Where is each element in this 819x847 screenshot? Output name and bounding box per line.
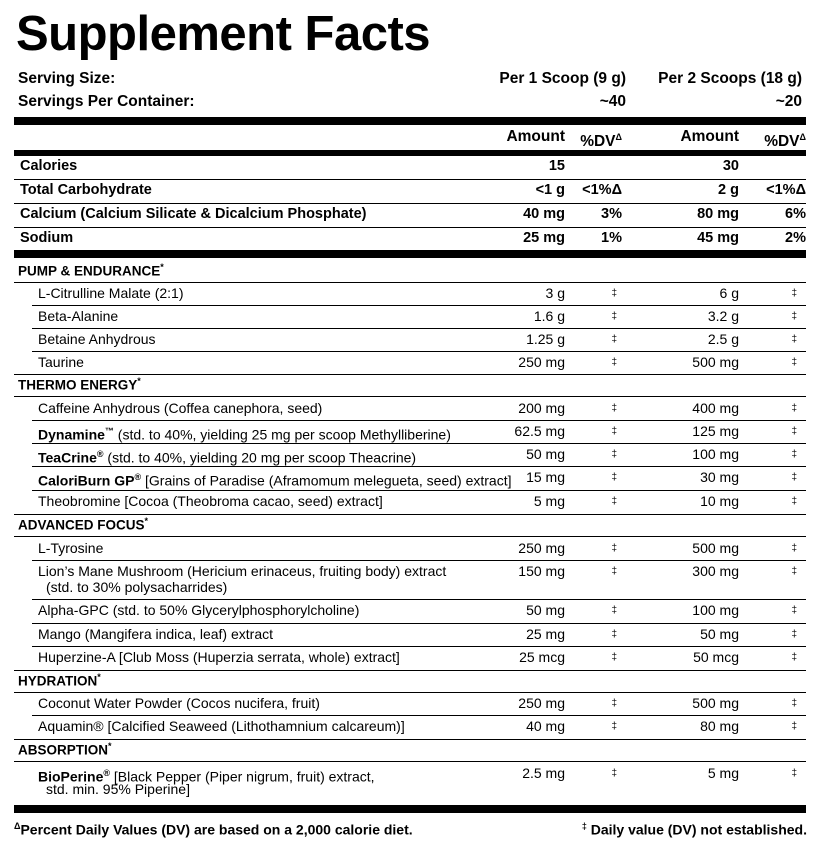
ingredient-description: (std. to 40%, yielding 25 mg per scoop Methylliberine) bbox=[113, 426, 451, 443]
ingredient-description: [Grains of Paradise (Aframomum melegueta, seed) extract] bbox=[141, 472, 512, 489]
item-divider bbox=[32, 490, 806, 491]
thick-divider-top bbox=[14, 117, 806, 125]
item-divider bbox=[32, 351, 806, 352]
ingredient-brand-mark: ® bbox=[103, 768, 110, 778]
ingredient-name bbox=[38, 354, 84, 371]
ingredient-description: Betaine Anhydrous bbox=[38, 331, 156, 347]
ingredient-name bbox=[38, 493, 383, 510]
dagger-col2: ‡ bbox=[791, 311, 797, 322]
dagger-col1: ‡ bbox=[611, 357, 617, 368]
dagger-col1: ‡ bbox=[611, 426, 617, 437]
nutrient-amount-col2: 30 bbox=[722, 158, 739, 174]
item-divider bbox=[32, 328, 806, 329]
serving-size-col1: Per 1 Scoop (9 g) bbox=[499, 70, 626, 87]
dagger-col2: ‡ bbox=[791, 496, 797, 507]
ingredient-description: Huperzine-A [Club Moss (Huperzia serrata, whole) extract] bbox=[38, 649, 400, 665]
ingredient-amount-col2: 300 mg bbox=[692, 563, 739, 579]
section-title-text: HYDRATION bbox=[18, 673, 98, 689]
dagger-col1: ‡ bbox=[611, 311, 617, 322]
dagger-col1: ‡ bbox=[611, 721, 617, 732]
dagger-col1: ‡ bbox=[611, 288, 617, 299]
ingredient-description-line2: (std. to 30% polysacharrides) bbox=[46, 579, 228, 595]
amount-header-col1: Amount bbox=[506, 128, 565, 145]
nutrient-amount-col1: 15 bbox=[548, 158, 565, 174]
ingredient-name bbox=[38, 469, 511, 490]
nutrient-dv-col2: <1%Δ bbox=[766, 182, 806, 198]
ingredient-description: Theobromine [Cocoa (Theobroma cacao, seed) extract] bbox=[38, 493, 383, 509]
section-title bbox=[18, 516, 148, 533]
ingredient-brand-mark: ® bbox=[96, 449, 104, 459]
dagger-col2: ‡ bbox=[791, 334, 797, 345]
ingredient-description: (std. to 40%, yielding 20 mg per scoop Theacrine) bbox=[103, 449, 417, 466]
serving-size-label: Serving Size: bbox=[18, 70, 116, 87]
section-title bbox=[18, 262, 164, 279]
dagger-col2: ‡ bbox=[791, 288, 797, 299]
nutrient-amount-col2: 80 mg bbox=[697, 206, 739, 222]
ingredient-amount-col2: 3.2 g bbox=[707, 308, 739, 324]
section-title-mark: * bbox=[160, 262, 164, 272]
ingredient-description: Beta-Alanine bbox=[38, 308, 119, 324]
dagger-col2: ‡ bbox=[791, 472, 797, 483]
dagger-col1: ‡ bbox=[611, 768, 617, 779]
nutrient-name: Calories bbox=[20, 158, 78, 174]
dagger-col2: ‡ bbox=[791, 426, 797, 437]
section-title-mark: * bbox=[97, 672, 101, 682]
section-divider bbox=[14, 396, 806, 397]
ingredient-name bbox=[38, 446, 416, 467]
dagger-col2: ‡ bbox=[791, 357, 797, 368]
item-divider bbox=[32, 420, 806, 421]
ingredient-name bbox=[38, 626, 273, 643]
dagger-col2: ‡ bbox=[791, 629, 797, 640]
section-title-text: PUMP & ENDURANCE bbox=[18, 263, 161, 279]
ingredient-amount-col1: 250 mg bbox=[518, 540, 565, 556]
nutrient-name: Total Carbohydrate bbox=[20, 182, 152, 198]
servings-col1: ~40 bbox=[599, 93, 626, 110]
panel-title: Supplement Facts bbox=[16, 7, 431, 61]
ingredient-amount-col1: 1.25 g bbox=[526, 331, 565, 347]
ingredient-brand: Dynamine bbox=[38, 426, 105, 443]
dagger-col1: ‡ bbox=[611, 472, 617, 483]
ingredient-amount-col1: 1.6 g bbox=[533, 308, 565, 324]
ingredient-description: L-Citrulline Malate (2:1) bbox=[38, 285, 184, 301]
ingredient-name bbox=[38, 602, 359, 619]
ingredient-amount-col1: 50 mg bbox=[526, 602, 565, 618]
section-title-text: ADVANCED FOCUS bbox=[18, 517, 145, 533]
nutrient-dv-col1: 1% bbox=[601, 230, 622, 246]
dagger-col2: ‡ bbox=[791, 543, 797, 554]
item-divider bbox=[32, 599, 806, 600]
ingredient-amount-col2: 50 mcg bbox=[693, 649, 739, 665]
section-title-text: THERMO ENERGY bbox=[18, 377, 138, 393]
dagger-col1: ‡ bbox=[611, 449, 617, 460]
ingredient-amount-col2: 500 mg bbox=[692, 354, 739, 370]
ingredient-amount-col1: 62.5 mg bbox=[514, 423, 565, 439]
ingredient-name bbox=[38, 285, 184, 302]
nutrient-dv-col1: <1%Δ bbox=[582, 182, 622, 198]
item-divider bbox=[32, 646, 806, 647]
ingredient-amount-col2: 6 g bbox=[719, 285, 739, 301]
dagger-col2: ‡ bbox=[791, 566, 797, 577]
servings-col2: ~20 bbox=[775, 93, 802, 110]
dagger-col1: ‡ bbox=[611, 403, 617, 414]
ingredient-brand-mark: ™ bbox=[104, 426, 114, 436]
ingredient-brand: TeaCrine bbox=[38, 449, 97, 466]
ingredient-brand-mark: ® bbox=[134, 472, 142, 482]
ingredient-amount-col1: 250 mg bbox=[518, 695, 565, 711]
dagger-col1: ‡ bbox=[611, 629, 617, 640]
item-divider bbox=[32, 443, 806, 444]
section-title bbox=[18, 741, 112, 758]
ingredient-amount-col2: 100 mg bbox=[692, 602, 739, 618]
item-divider bbox=[32, 715, 806, 716]
footer-dv-note: $^\Delta$Percent Daily Values (DV) are based on a 2,000 calorie diet. bbox=[14, 821, 413, 838]
ingredient-brand: BioPerine bbox=[38, 768, 104, 785]
nutrient-amount-col1: <1 g bbox=[535, 182, 565, 198]
section-title-mark: * bbox=[108, 741, 112, 751]
ingredient-amount-col1: 3 g bbox=[545, 285, 565, 301]
dagger-col1: ‡ bbox=[611, 566, 617, 577]
ingredient-description-line2: std. min. 95% Piperine] bbox=[46, 781, 190, 797]
ingredient-amount-col2: 10 mg bbox=[700, 493, 739, 509]
thick-divider-header bbox=[14, 150, 806, 156]
ingredient-description: [Black Pepper (Piper nigrum, fruit) extract, bbox=[110, 768, 375, 785]
nutrient-name: Calcium (Calcium Silicate & Dicalcium Phosphate) bbox=[20, 206, 367, 222]
ingredient-description: Caffeine Anhydrous (Coffea canephora, seed) bbox=[38, 400, 323, 416]
ingredient-amount-col1: 50 mg bbox=[526, 446, 565, 462]
dagger-col2: ‡ bbox=[791, 605, 797, 616]
dagger-col2: ‡ bbox=[791, 449, 797, 460]
nutrient-amount-col1: 40 mg bbox=[523, 206, 565, 222]
ingredient-name bbox=[38, 423, 451, 444]
ingredient-amount-col1: 150 mg bbox=[518, 563, 565, 579]
ingredient-name bbox=[38, 400, 322, 417]
section-divider bbox=[14, 282, 806, 283]
ingredient-amount-col2: 5 mg bbox=[707, 765, 739, 781]
section-end-divider bbox=[14, 514, 806, 515]
dagger-col2: ‡ bbox=[791, 403, 797, 414]
ingredient-amount-col2: 400 mg bbox=[692, 400, 739, 416]
ingredient-description: Coconut Water Powder (Cocos nucifera, fruit) bbox=[38, 695, 320, 711]
ingredient-name bbox=[38, 649, 400, 666]
ingredient-amount-col1: 250 mg bbox=[518, 354, 565, 370]
ingredient-amount-col1: 40 mg bbox=[526, 718, 565, 734]
nutrient-dv-col2: 2% bbox=[785, 230, 806, 246]
ingredient-amount-col2: 500 mg bbox=[692, 540, 739, 556]
ingredient-amount-col1: 15 mg bbox=[526, 469, 565, 485]
section-title-mark: * bbox=[144, 516, 149, 526]
nutrient-amount-col2: 45 mg bbox=[697, 230, 739, 246]
ingredient-name bbox=[38, 718, 405, 735]
item-divider bbox=[32, 305, 806, 306]
section-divider bbox=[14, 761, 806, 762]
ingredient-description: Taurine bbox=[38, 354, 84, 370]
section-title bbox=[18, 376, 141, 393]
dagger-col1: ‡ bbox=[611, 652, 617, 663]
amount-header-col2: Amount bbox=[680, 128, 739, 145]
dagger-col1: ‡ bbox=[611, 605, 617, 616]
ingredient-name bbox=[38, 540, 103, 557]
row-divider bbox=[14, 203, 806, 204]
ingredient-amount-col1: 2.5 mg bbox=[522, 765, 565, 781]
serving-size-col2: Per 2 Scoops (18 g) bbox=[658, 70, 802, 87]
row-divider bbox=[14, 227, 806, 228]
ingredient-amount-col2: 100 mg bbox=[692, 446, 739, 462]
nutrient-amount-col1: 25 mg bbox=[523, 230, 565, 246]
section-end-divider bbox=[14, 374, 806, 375]
nutrient-dv-col2: 6% bbox=[785, 206, 806, 222]
ingredient-brand: CaloriBurn GP bbox=[38, 472, 135, 489]
nutrient-name: Sodium bbox=[20, 230, 74, 246]
ingredient-description: Aquamin® [Calcified Seaweed (Lithothamnium calcareum)] bbox=[38, 718, 405, 734]
nutrient-dv-col1: 3% bbox=[601, 206, 622, 222]
ingredient-amount-col2: 500 mg bbox=[692, 695, 739, 711]
ingredient-amount-col2: 2.5 g bbox=[707, 331, 739, 347]
ingredient-amount-col2: 30 mg bbox=[700, 469, 739, 485]
ingredient-amount-col1: 25 mg bbox=[526, 626, 565, 642]
dagger-col1: ‡ bbox=[611, 334, 617, 345]
section-end-divider bbox=[14, 670, 806, 671]
ingredient-description: Lion’s Mane Mushroom (Hericium erinaceus, fruiting body) extract bbox=[38, 563, 447, 579]
item-divider bbox=[32, 560, 806, 561]
section-title-text: ABSORPTION bbox=[18, 742, 109, 758]
dv-header-col2: $\%DV^\Delta$ bbox=[764, 132, 806, 151]
dagger-col2: ‡ bbox=[791, 652, 797, 663]
section-divider bbox=[14, 536, 806, 537]
servings-per-container-label: Servings Per Container: bbox=[18, 93, 195, 110]
ingredient-description: Mango (Mangifera indica, leaf) extract bbox=[38, 626, 273, 642]
thick-divider-bottom bbox=[14, 805, 806, 813]
dagger-col1: ‡ bbox=[611, 543, 617, 554]
ingredient-amount-col2: 80 mg bbox=[700, 718, 739, 734]
dagger-col1: ‡ bbox=[611, 698, 617, 709]
ingredient-name bbox=[38, 331, 156, 348]
ingredient-amount-col2: 125 mg bbox=[692, 423, 739, 439]
ingredient-amount-col1: 25 mcg bbox=[519, 649, 565, 665]
section-title bbox=[18, 672, 101, 689]
dagger-col2: ‡ bbox=[791, 698, 797, 709]
ingredient-amount-col1: 5 mg bbox=[533, 493, 565, 509]
ingredient-name bbox=[38, 695, 320, 712]
nutrient-amount-col2: 2 g bbox=[718, 182, 739, 198]
item-divider bbox=[32, 623, 806, 624]
ingredient-amount-col2: 50 mg bbox=[700, 626, 739, 642]
item-divider bbox=[32, 466, 806, 467]
dagger-col2: ‡ bbox=[791, 721, 797, 732]
thick-divider-nutrients bbox=[14, 250, 806, 258]
ingredient-amount-col1: 200 mg bbox=[518, 400, 565, 416]
footer-not-established-note: ‡ Daily value (DV) not established. bbox=[581, 821, 807, 838]
row-divider bbox=[14, 179, 806, 180]
section-end-divider bbox=[14, 739, 806, 740]
dv-header-col1: $\%DV^\Delta$ bbox=[580, 132, 622, 151]
section-divider bbox=[14, 692, 806, 693]
ingredient-description: L-Tyrosine bbox=[38, 540, 104, 556]
dagger-col2: ‡ bbox=[791, 768, 797, 779]
section-title-mark: * bbox=[137, 376, 141, 386]
ingredient-name bbox=[38, 563, 446, 580]
ingredient-name bbox=[38, 308, 118, 325]
ingredient-description: Alpha-GPC (std. to 50% Glycerylphosphorylcholine) bbox=[38, 602, 360, 618]
dagger-col1: ‡ bbox=[611, 496, 617, 507]
